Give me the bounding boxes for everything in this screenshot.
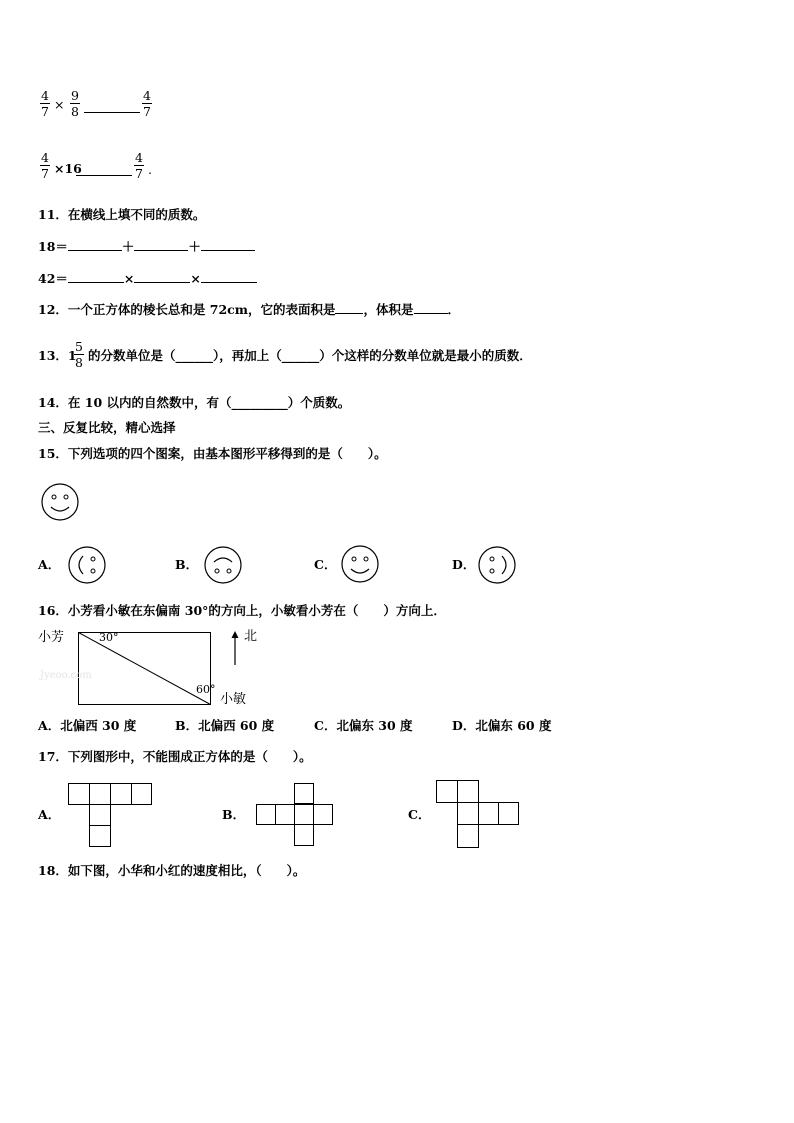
answer-blank[interactable] <box>134 250 188 251</box>
answer-blank[interactable] <box>335 313 363 314</box>
answer-blank[interactable] <box>68 282 124 283</box>
question-14-text: 14．在 10 以内的自然数中，有（_________）个质数。 <box>38 395 351 410</box>
answer-blank[interactable] <box>414 313 448 314</box>
answer-blank[interactable] <box>84 112 140 113</box>
fraction-4-7-right: $\frac{4}{7}$ <box>143 88 151 119</box>
cube-net-b[interactable] <box>256 783 334 848</box>
angle-30-label: 30° <box>99 631 119 644</box>
cube-net-a[interactable] <box>68 783 152 848</box>
label-xiaomin: 小敏 <box>220 692 247 707</box>
times-sign: × <box>54 97 65 112</box>
question-11-text: 11．在横线上填不同的质数。 <box>38 207 206 222</box>
label-north: 北 <box>244 629 258 644</box>
period: . <box>148 162 152 177</box>
smiley-option-b[interactable] <box>204 546 244 586</box>
question-17-text: 17．下列图形中，不能围成正方体的是（ ）。 <box>38 749 312 764</box>
option-b[interactable]: B．北偏西 60 度 <box>175 718 275 733</box>
option-a-label[interactable]: A． <box>38 807 61 822</box>
cube-net-c[interactable] <box>436 780 520 849</box>
answer-blank[interactable] <box>201 250 255 251</box>
answer-blank[interactable] <box>134 282 190 283</box>
question-15-text: 15．下列选项的四个图案，由基本图形平移得到的是（ ）。 <box>38 446 387 461</box>
option-b-label[interactable]: B． <box>222 807 246 822</box>
option-d-label[interactable]: D． <box>452 557 476 572</box>
label-xiaofang: 小芳 <box>38 630 65 645</box>
option-c-label[interactable]: C． <box>408 807 431 822</box>
answer-blank[interactable] <box>68 250 122 251</box>
answer-blank[interactable] <box>76 175 132 176</box>
smiley-option-a[interactable] <box>68 546 108 586</box>
north-arrow-icon <box>229 630 241 666</box>
times-16: ×16 <box>54 161 82 176</box>
angle-60-label: 60° <box>196 683 216 696</box>
option-d[interactable]: D．北偏东 60 度 <box>452 718 552 733</box>
question-11-row2: 42＝ × × <box>38 271 257 287</box>
fraction-4-7: $\frac{4}{7}$ <box>41 88 49 119</box>
option-c[interactable]: C．北偏东 30 度 <box>314 718 413 733</box>
question-16-text: 16．小芳看小敏在东偏南 30°的方向上，小敏看小芳在（ ）方向上． <box>38 603 446 618</box>
smiley-option-c[interactable] <box>341 545 381 585</box>
answer-blank[interactable] <box>201 282 257 283</box>
watermark: Jyeoo.com <box>40 670 92 681</box>
option-a-label[interactable]: A． <box>38 557 61 572</box>
fraction-9-8: $\frac{9}{8}$ <box>71 88 79 119</box>
option-c-label[interactable]: C． <box>314 557 337 572</box>
question-12-text: 12．一个正方体的棱长总和是 72cm，它的表面积是 ，体积是 ． <box>38 302 461 317</box>
fraction-4-7: $\frac{4}{7}$ <box>41 150 49 181</box>
fraction-4-7-right: $\frac{4}{7}$ <box>135 150 143 181</box>
option-a[interactable]: A．北偏西 30 度 <box>38 718 137 733</box>
question-13-text: 的分数单位是（______），再加上（______）个这样的分数单位就是最小的质数． <box>88 348 532 363</box>
smiley-basic-figure <box>41 483 81 523</box>
option-b-label[interactable]: B． <box>175 557 199 572</box>
smiley-option-d[interactable] <box>478 546 518 586</box>
section-title: 三、反复比较，精心选择 <box>38 420 176 435</box>
question-18-text: 18．如下图，小华和小红的速度相比，（ ）。 <box>38 863 306 878</box>
fraction-5-8: $\frac{5}{8}$ <box>75 339 83 370</box>
question-13-lead: 13．1 <box>38 348 77 363</box>
question-11-row1: 18＝ ＋ ＋ <box>38 239 255 255</box>
